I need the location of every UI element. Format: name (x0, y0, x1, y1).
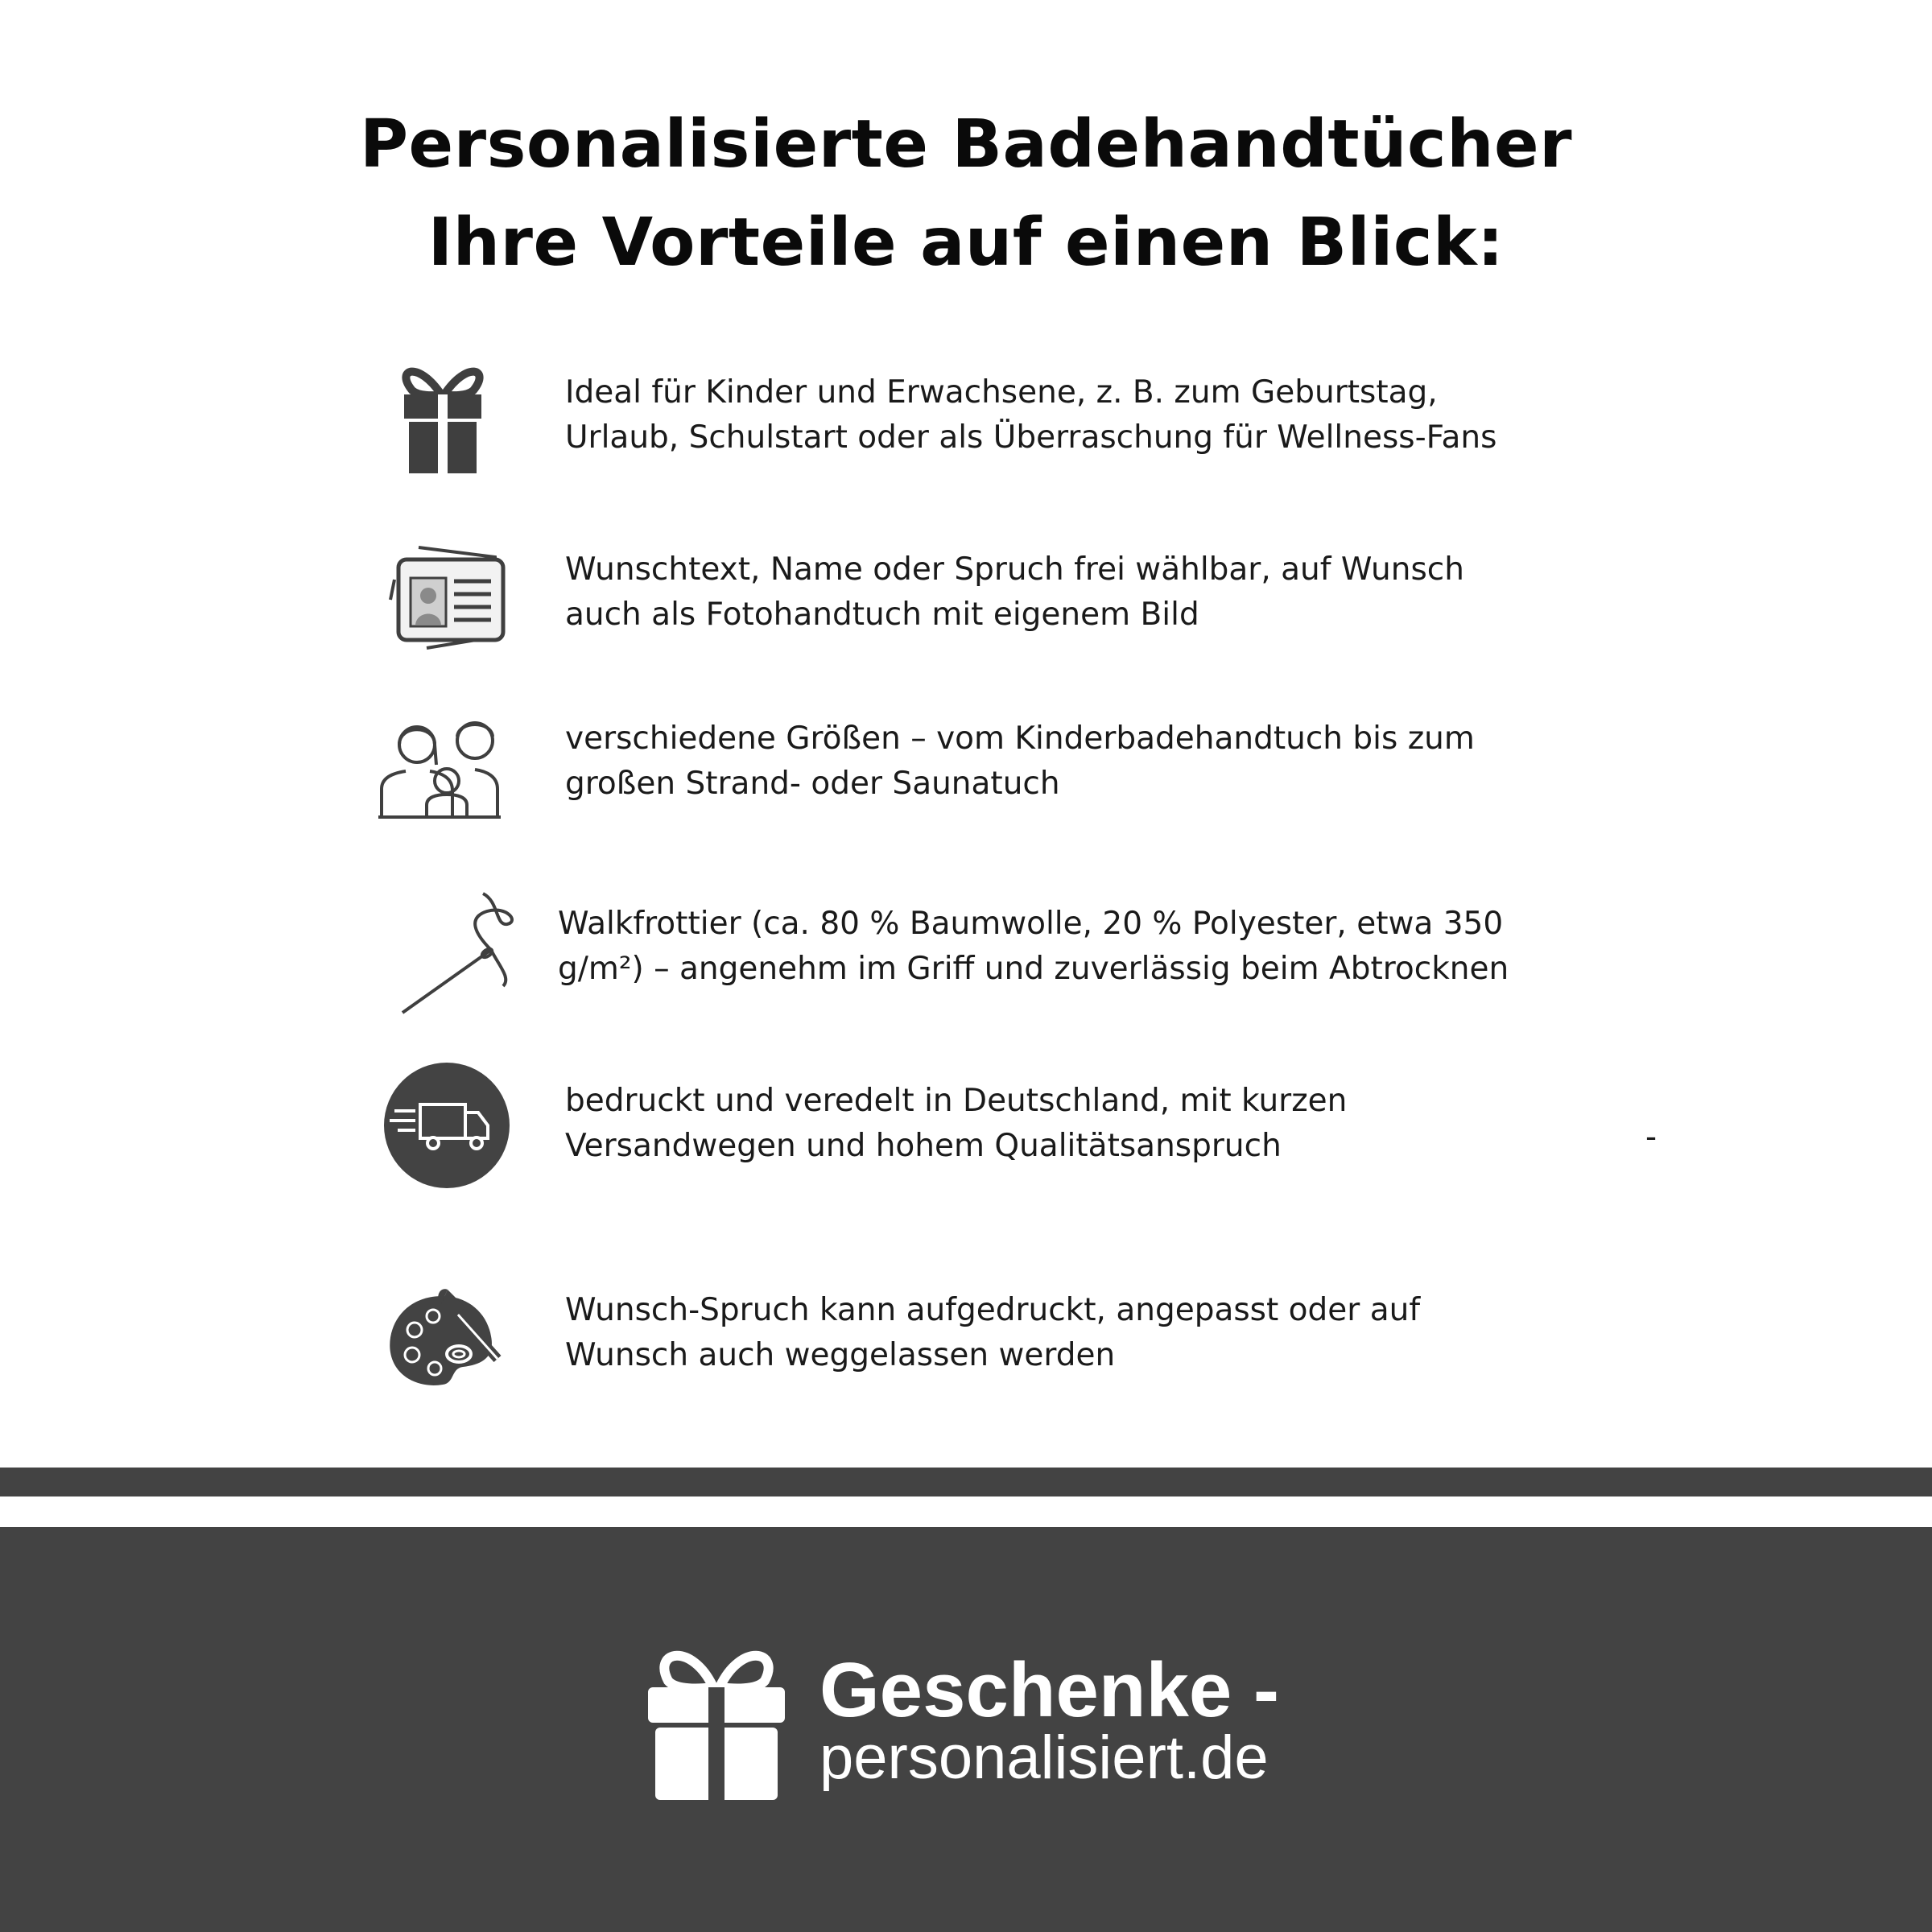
feature-text-line2: g/m²) – angenehm im Griff und zuverlässig beim Abtrocknen (558, 951, 1509, 987)
feature-text-line1: Walkfrottier (ca. 80 % Baumwolle, 20 % Polyester, etwa 350 (558, 906, 1504, 942)
logo-brand-name: Geschenke - (819, 1647, 1279, 1733)
feature-item-personalization (370, 531, 1658, 668)
needle-thread-icon (370, 886, 515, 1022)
page-title-line2: Ihre Vorteile auf einen Blick: (427, 204, 1505, 281)
feature-text (565, 370, 1692, 460)
logo-domain: personalisiert.de (819, 1724, 1269, 1792)
stray-dash-mark: - (1645, 1119, 1657, 1155)
feature-text (565, 547, 1692, 638)
feature-text-line2: großen Strand- oder Saunatuch (565, 766, 1060, 802)
feature-item-sizes (370, 700, 1658, 837)
feature-item-material (370, 886, 1658, 1022)
feature-text-line1: verschiedene Größen – vom Kinderbadehandtuch bis zum (565, 720, 1475, 757)
feature-text-line1: Wunsch-Spruch kann aufgedruckt, angepasst oder auf (565, 1292, 1421, 1328)
feature-item-custom-quote (370, 1272, 1658, 1409)
feature-text-line2: Urlaub, Schulstart oder als Überraschung für Wellness-Fans (565, 419, 1497, 456)
family-icon (370, 700, 515, 837)
feature-text-line1: Wunschtext, Name oder Spruch frei wählbar, auf Wunsch (565, 551, 1464, 588)
feature-text-line2: Versandwegen und hohem Qualitätsanspruch (565, 1128, 1282, 1164)
divider-band (0, 1468, 1932, 1496)
feature-text (558, 902, 1685, 992)
feature-text-line1: bedruckt und veredelt in Deutschland, mit kurzen (565, 1083, 1348, 1119)
paint-palette-icon (370, 1272, 515, 1409)
feature-text (565, 716, 1692, 807)
feature-text-line2: auch als Fotohandtuch mit eigenem Bild (565, 597, 1199, 633)
brand-logo (644, 1642, 1368, 1803)
id-card-icon (370, 531, 515, 668)
feature-item-gift (370, 354, 1658, 491)
feature-text-line1: Ideal für Kinder und Erwachsene, z. B. zum Geburtstag, (565, 374, 1438, 411)
feature-text-line2: Wunsch auch weggelassen werden (565, 1337, 1116, 1373)
gift-icon (370, 354, 515, 491)
feature-text (565, 1079, 1692, 1169)
page-title-line1: Personalisierte Badehandtücher (359, 106, 1573, 183)
feature-text (565, 1288, 1692, 1378)
gift-icon (644, 1642, 789, 1803)
delivery-truck-icon (370, 1063, 515, 1199)
feature-item-made-in-germany (370, 1063, 1658, 1199)
